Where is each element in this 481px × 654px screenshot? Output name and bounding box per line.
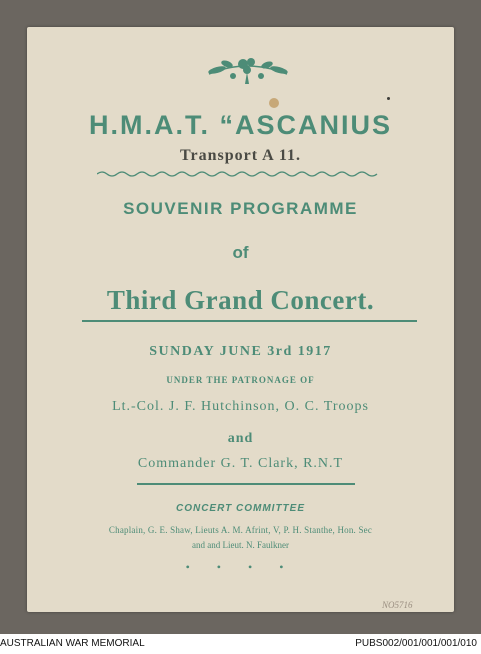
- floral-ornament-icon: [203, 52, 291, 88]
- handwritten-reference: NO5716: [382, 600, 413, 610]
- decorative-dots: • • • •: [185, 560, 296, 574]
- concert-title: Third Grand Concert.: [106, 285, 375, 315]
- committee-members-line2: and and Lieut. N. Faulkner: [192, 540, 289, 550]
- committee-members-line1: Chaplain, G. E. Shaw, Lieuts A. M. Afrint, V, P. H. Stanthe, Hon. Sec: [108, 525, 373, 535]
- of-text: of: [232, 243, 249, 262]
- footer-institution: AUSTRALIAN WAR MEMORIAL: [0, 638, 145, 649]
- paper-speck: [387, 97, 390, 100]
- patron-commander: Commander G. T. Clark, R.N.T: [137, 456, 344, 471]
- patron-colonel: Lt.-Col. J. F. Hutchinson, O. C. Troops: [112, 399, 369, 414]
- concert-date: SUNDAY JUNE 3rd 1917: [149, 344, 332, 359]
- paper-stain: [269, 98, 279, 108]
- wavy-divider: [97, 170, 380, 178]
- divider-rule-short: [137, 483, 355, 485]
- divider-rule: [82, 320, 417, 322]
- programme-card: [27, 27, 454, 612]
- patronage-label: UNDER THE PATRONAGE OF: [166, 375, 315, 385]
- ship-title: H.M.A.T. “ASCANIUS: [88, 110, 392, 140]
- committee-heading: CONCERT COMMITTEE: [175, 503, 306, 514]
- souvenir-heading: SOUVENIR PROGRAMME: [123, 199, 358, 218]
- transport-subtitle: Transport A 11.: [180, 147, 301, 164]
- footer-catalogue-id: PUBS002/001/001/001/010: [355, 638, 477, 649]
- and-text: and: [227, 431, 254, 446]
